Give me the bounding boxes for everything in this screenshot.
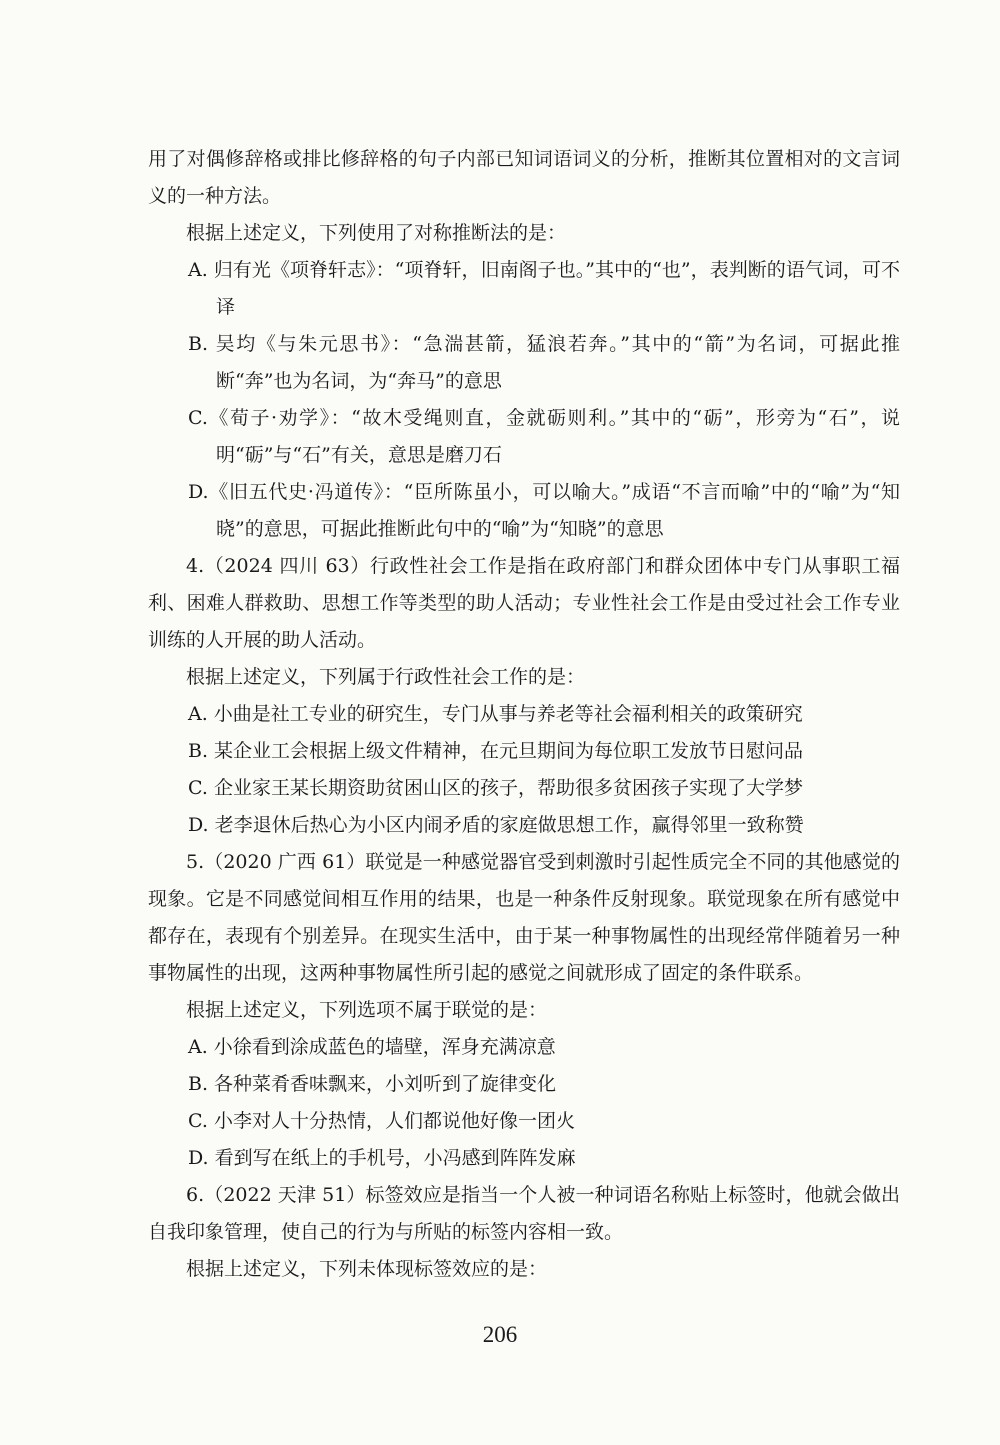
question-3-prompt: 根据上述定义，下列使用了对称推断法的是： xyxy=(186,222,567,244)
question-5 xyxy=(148,844,900,1177)
question-3-option-b: B. 吴均《与朱元思书》：“急湍甚箭，猛浪若奔。”其中的“箭”为名词，可据此推断“奔”也为名词，为“奔马”的意思 xyxy=(188,333,900,392)
question-5-stem: 5.（2020 广西 61）联觉是一种感觉器官受到刺激时引起性质完全不同的其他感觉的现象。它是不同感觉间相互作用的结果，也是一种条件反射现象。联觉现象在所有感觉中都存在，表现有个别差异。在现实生活中，由于某一种事物属性的出现经常伴随着另一种事物属性的出现，这两种事物属性所引起的感觉之间就形成了固定的条件联系。 xyxy=(148,851,900,984)
question-4-option-b: B. 某企业工会根据上级文件精神，在元旦期间为每位职工发放节日慰问品 xyxy=(188,740,804,762)
question-3-option-d: D.《旧五代史·冯道传》：“臣所陈虽小，可以喻大。”成语“不言而喻”中的“喻”为“知晓”的意思，可据此推断此句中的“喻”为“知晓”的意思 xyxy=(188,481,900,540)
question-5-option-a: A. 小徐看到涂成蓝色的墙壁，浑身充满凉意 xyxy=(188,1036,556,1058)
question-6 xyxy=(148,1177,900,1288)
question-6-prompt: 根据上述定义，下列未体现标签效应的是： xyxy=(186,1258,548,1280)
question-4-option-d: D. 老李退休后热心为小区内闹矛盾的家庭做思想工作，赢得邻里一致称赞 xyxy=(188,814,804,836)
question-3-option-a: A. 归有光《项脊轩志》：“项脊轩，旧南阁子也。”其中的“也”，表判断的语气词，可不译 xyxy=(188,259,900,318)
page-content xyxy=(148,141,900,1288)
question-4-option-a: A. 小曲是社工专业的研究生，专门从事与养老等社会福利相关的政策研究 xyxy=(188,703,803,725)
question-4-option-c: C. 企业家王某长期资助贫困山区的孩子，帮助很多贫困孩子实现了大学梦 xyxy=(188,777,803,799)
question-5-option-d: D. 看到写在纸上的手机号，小冯感到阵阵发麻 xyxy=(188,1147,576,1169)
question-4-prompt: 根据上述定义，下列属于行政性社会工作的是： xyxy=(186,666,586,688)
question-5-option-c: C. 小李对人十分热情，人们都说他好像一团火 xyxy=(188,1110,575,1132)
question-3 xyxy=(148,215,900,548)
page-number: 206 xyxy=(482,1322,518,1347)
question-3-option-c: C.《荀子·劝学》：“故木受绳则直，金就砺则利。”其中的“砺”，形旁为“石”，说明“砺”与“石”有关，意思是磨刀石 xyxy=(188,407,900,466)
question-4-stem: 4.（2024 四川 63）行政性社会工作是指在政府部门和群众团体中专门从事职工福利、困难人群救助、思想工作等类型的助人活动；专业性社会工作是由受过社会工作专业训练的人开展的助人活动。 xyxy=(148,555,900,651)
question-6-stem: 6.（2022 天津 51）标签效应是指当一个人被一种词语名称贴上标签时，他就会做出自我印象管理，使自己的行为与所贴的标签内容相一致。 xyxy=(148,1184,900,1243)
question-5-prompt: 根据上述定义，下列选项不属于联觉的是： xyxy=(186,999,548,1021)
question-5-option-b: B. 各种菜肴香味飘来，小刘听到了旋律变化 xyxy=(188,1073,557,1095)
question-4 xyxy=(148,548,900,844)
intro-paragraph: 用了对偶修辞格或排比修辞格的句子内部已知词语词义的分析，推断其位置相对的文言词义的一种方法。 xyxy=(148,148,900,207)
